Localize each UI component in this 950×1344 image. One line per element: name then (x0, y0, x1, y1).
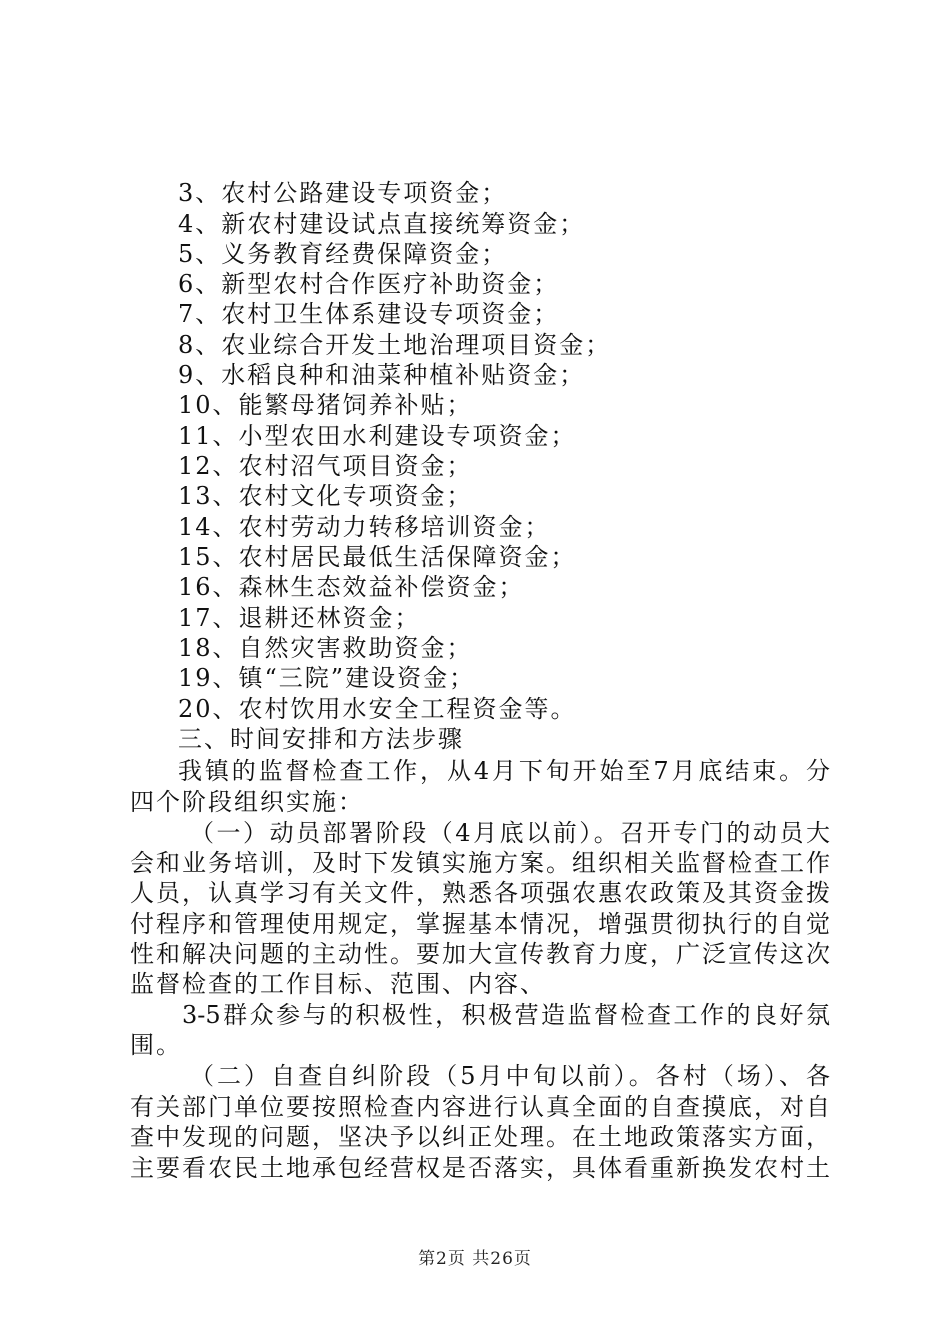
page-footer: 第2页 共26页 (418, 1249, 532, 1269)
list-item: 12、农村沼气项目资金； (178, 452, 473, 480)
list-item: 10、能繁母猪饲养补贴； (178, 391, 473, 419)
list-item: 7、农村卫生体系建设专项资金； (178, 300, 560, 328)
list-item: 13、农村文化专项资金； (178, 482, 473, 510)
list-item: 17、退耕还林资金； (178, 604, 421, 632)
list-item: 9、水稻良种和油菜种植补贴资金； (178, 361, 586, 389)
paragraph-line: （一）动员部署阶段（4月底以前）。召开专门的动员大 (190, 819, 830, 847)
list-item: 15、农村居民最低生活保障资金； (178, 543, 577, 571)
paragraph-line: 监督检查的工作目标、范围、内容、 (130, 970, 546, 998)
list-item: 6、新型农村合作医疗补助资金； (178, 270, 560, 298)
list-item: 11、小型农田水利建设专项资金； (178, 422, 577, 450)
paragraph-line: 查中发现的问题，坚决予以纠正处理。在土地政策落实方面， (130, 1123, 830, 1151)
paragraph-line: （二）自查自纠阶段（5月中旬以前）。各村（场）、各 (190, 1062, 830, 1090)
list-item: 19、镇“三院”建设资金； (178, 664, 476, 692)
paragraph-line: 我镇的监督检查工作，从4月下旬开始至7月底结束。分 (178, 757, 830, 785)
list-item: 4、新农村建设试点直接统筹资金； (178, 210, 586, 238)
paragraph-line: 性和解决问题的主动性。要加大宣传教育力度，广泛宣传这次 (130, 940, 830, 968)
paragraph-line: 有关部门单位要按照检查内容进行认真全面的自查摸底，对自 (130, 1093, 830, 1121)
paragraph-line: 四个阶段组织实施： (130, 788, 364, 816)
list-item: 18、自然灾害救助资金； (178, 634, 473, 662)
paragraph-line: 主要看农民土地承包经营权是否落实，具体看重新换发农村土 (130, 1154, 830, 1182)
list-item: 20、农村饮用水安全工程资金等。 (178, 695, 577, 723)
list-item: 14、农村劳动力转移培训资金； (178, 513, 551, 541)
list-item: 8、农业综合开发土地治理项目资金； (178, 331, 612, 359)
section-heading: 三、时间安排和方法步骤 (178, 725, 464, 753)
list-item: 5、义务教育经费保障资金； (178, 240, 508, 268)
paragraph-line: 围。 (130, 1031, 182, 1059)
list-item: 3、农村公路建设专项资金； (178, 179, 508, 207)
paragraph-line: 人员，认真学习有关文件，熟悉各项强农惠农政策及其资金拨 (130, 879, 830, 907)
paragraph-line: 付程序和管理使用规定，掌握基本情况，增强贯彻执行的自觉 (130, 910, 830, 938)
paragraph-line: 3-5群众参与的积极性，积极营造监督检查工作的良好氛 (182, 1001, 830, 1029)
list-item: 16、森林生态效益补偿资金； (178, 573, 525, 601)
paragraph-line: 会和业务培训，及时下发镇实施方案。组织相关监督检查工作 (130, 849, 830, 877)
